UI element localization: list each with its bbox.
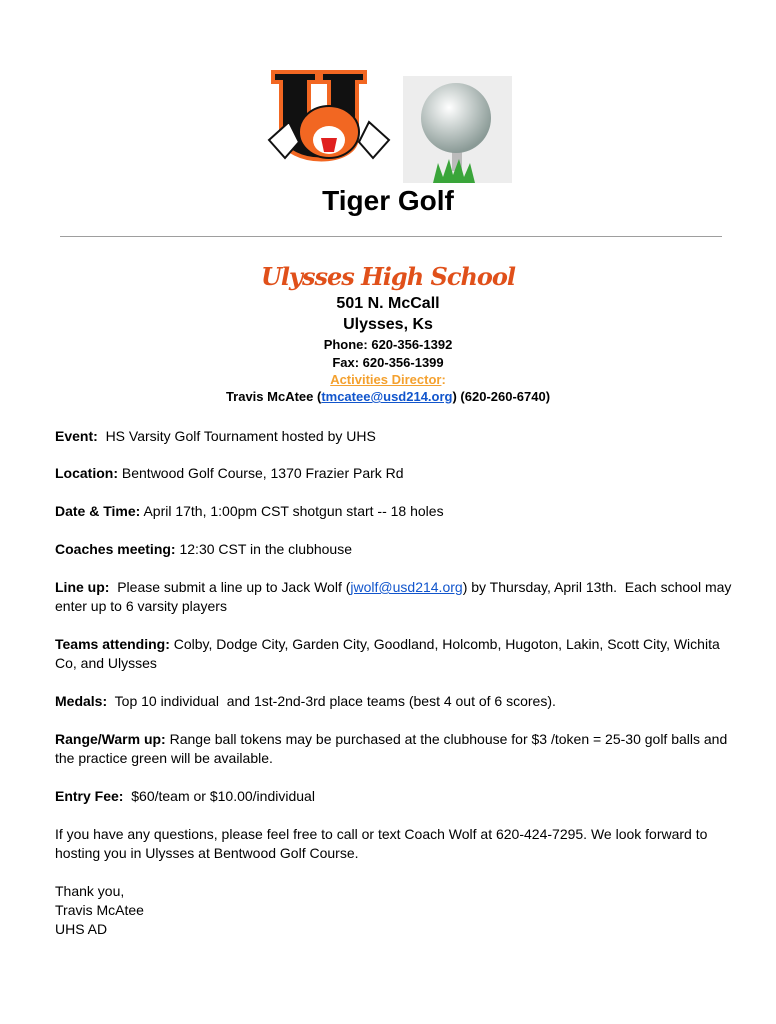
lineup-email-link[interactable]: jwolf@usd214.org <box>350 579 463 595</box>
tiger-u-logo <box>265 70 393 178</box>
divider <box>60 236 722 237</box>
address: 501 N. McCall <box>336 295 440 312</box>
value: ) by Thursday, April 13th. Each school may enter up to 6 varsity players <box>55 579 736 614</box>
ad-contact <box>0 389 776 404</box>
phone: Phone: 620-356-1392 <box>323 337 453 352</box>
label: Range/Warm up: <box>55 731 166 747</box>
ad-phone: ) (620-260-6740) <box>452 389 551 404</box>
teams-line <box>55 635 735 673</box>
value: $60/team or $10.00/individual <box>123 788 315 804</box>
fee-line <box>55 787 735 806</box>
coaches-line <box>55 540 735 559</box>
value: Top 10 individual and 1st-2nd-3rd place teams (best 4 out of 6 scores). <box>107 693 556 709</box>
location-line <box>55 464 735 483</box>
city: Ulysses, Ks <box>343 316 433 333</box>
golf-ball-image <box>403 76 512 183</box>
label: Date & Time: <box>55 503 141 519</box>
lineup-line <box>55 578 735 616</box>
label: Location: <box>55 465 118 481</box>
fax: Fax: 620-356-1399 <box>332 355 444 370</box>
value: HS Varsity Golf Tournament hosted by UHS <box>97 428 376 444</box>
school-name: Ulysses High School <box>260 262 516 291</box>
value: Colby, Dodge City, Garden City, Goodland, Holcomb, Hugoton, Lakin, Scott City, Wichita Co, and Ulysses <box>55 636 720 671</box>
range-line <box>55 730 735 768</box>
value: 12:30 CST in the clubhouse <box>175 541 353 557</box>
signature-title: UHS AD <box>55 921 108 937</box>
event-line <box>55 427 735 446</box>
value: April 17th, 1:00pm CST shotgun start -- 18 holes <box>140 503 444 519</box>
questions-paragraph: If you have any questions, please feel free to call or text Coach Wolf at 620-424-7295. We look forward to hosting you in Ulysses at Bentwood Golf Course. <box>55 826 708 861</box>
label: Line up: <box>55 579 110 595</box>
label: Teams attending: <box>55 636 170 652</box>
medals-line <box>55 692 735 711</box>
value: Bentwood Golf Course, 1370 Frazier Park Rd <box>118 465 404 481</box>
date-line <box>55 502 735 521</box>
label: Coaches meeting: <box>55 541 176 557</box>
label: Event: <box>55 428 98 444</box>
page-title: Tiger Golf <box>322 185 454 216</box>
ad-label: Activities Director <box>330 372 442 387</box>
ad-label-line <box>0 372 776 387</box>
signature-name: Travis McAtee <box>55 902 144 918</box>
ad-colon: : <box>441 372 446 387</box>
signature-thanks: Thank you, <box>55 883 125 899</box>
label: Medals: <box>55 693 108 709</box>
value: Range ball tokens may be purchased at the clubhouse for $3 /token = 25-30 golf balls and the practice green will be available. <box>55 731 728 766</box>
value: Please submit a line up to Jack Wolf ( <box>109 579 351 595</box>
label: Entry Fee: <box>55 788 124 804</box>
ad-email-link[interactable]: tmcatee@usd214.org <box>321 389 453 404</box>
ad-name: Travis McAtee ( <box>225 389 322 404</box>
